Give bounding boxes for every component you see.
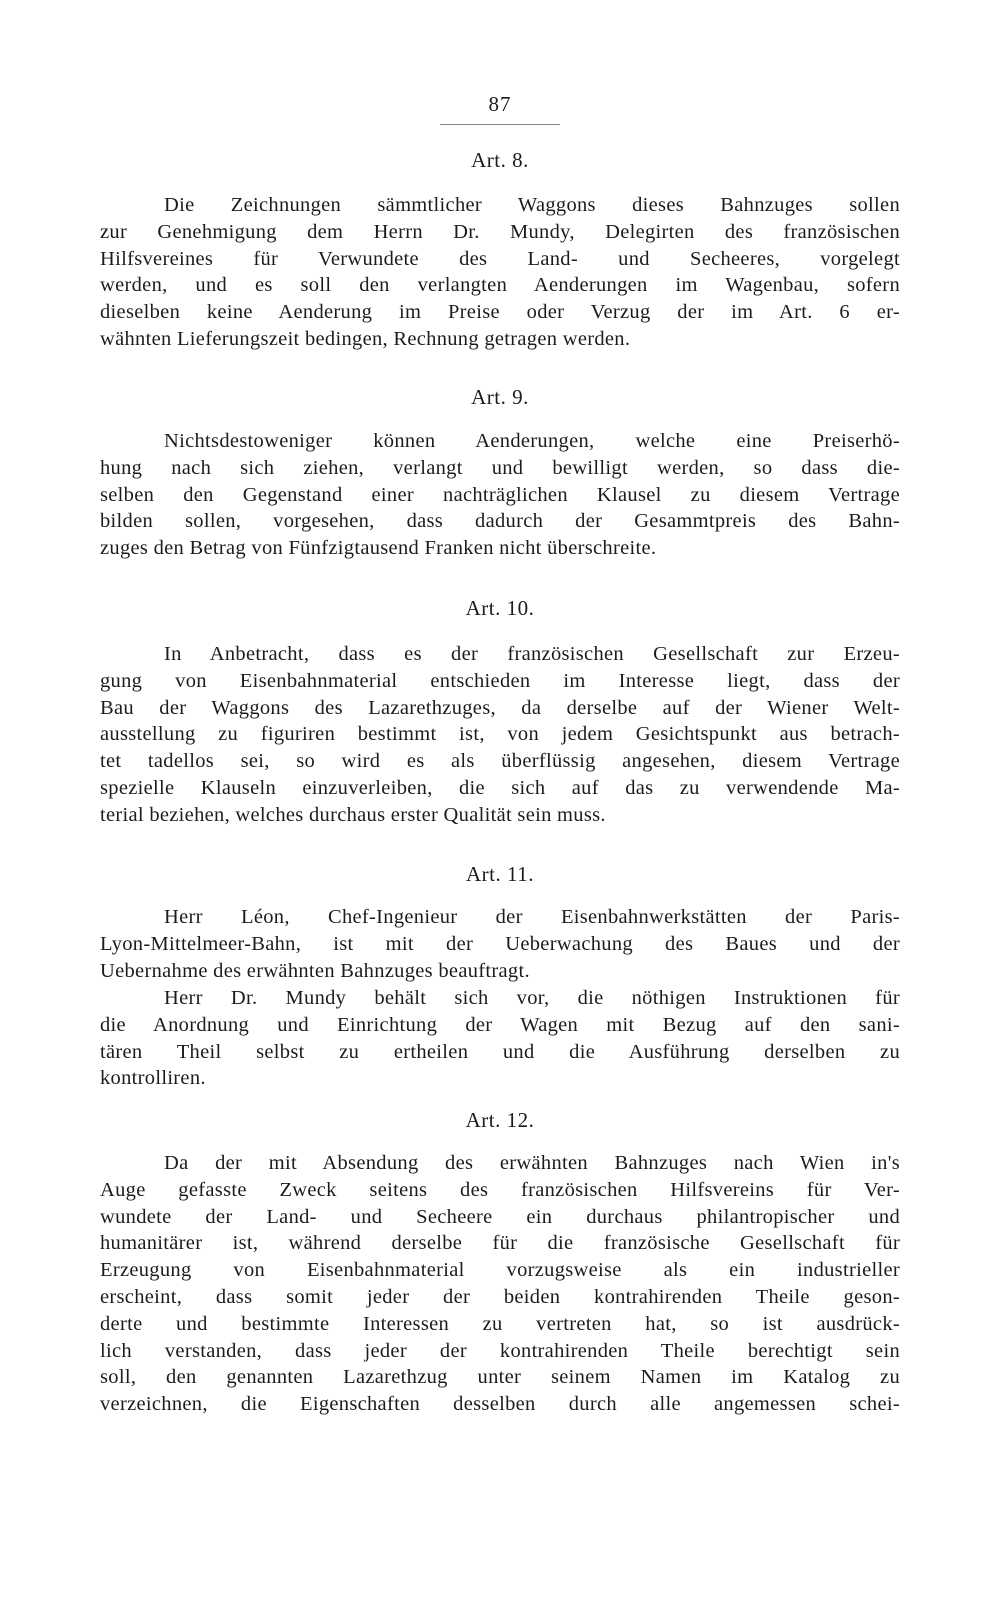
- text-line: erscheint, dass somit jeder der beiden kontrahirenden Theile geson-: [100, 1285, 900, 1308]
- article-heading: Art. 9.: [471, 385, 529, 409]
- text-line: Da der mit Absendung des erwähnten Bahnzuges nach Wien in's: [164, 1152, 900, 1174]
- text-line: verzeichnen, die Eigenschaften desselben durch alle angemessen schei-: [100, 1393, 900, 1416]
- article-paragraph: [100, 641, 900, 829]
- text-line: tet tadellos sei, so wird es als überflüssig angesehen, diesem Vertrage: [100, 750, 900, 773]
- text-line: Erzeugung von Eisenbahnmaterial vorzugsweise als ein industrieller: [100, 1259, 900, 1282]
- article-paragraph: [100, 192, 900, 353]
- text-line: Herr Léon, Chef-Ingenieur der Eisenbahnwerkstätten der Paris-: [164, 906, 900, 928]
- text-line: selben den Gegenstand einer nachträglichen Klausel zu diesem Vertrage: [100, 483, 900, 506]
- text-line: Die Zeichnungen sämmtlicher Waggons dieses Bahnzuges sollen: [164, 194, 900, 216]
- text-line: kontrolliren.: [100, 1067, 206, 1090]
- text-line: terial beziehen, welches durchaus erster Qualität sein muss.: [100, 803, 606, 826]
- text-line: zur Genehmigung dem Herrn Dr. Mundy, Delegirten des französischen: [100, 220, 900, 243]
- text-line: dieselben keine Aenderung im Preise oder Verzug der im Art. 6 er-: [100, 301, 900, 324]
- article-heading: Art. 10.: [465, 596, 535, 620]
- text-line: wundete der Land- und Secheere ein durchaus philantropischer und: [100, 1205, 900, 1228]
- text-line: humanitärer ist, während derselbe für die französische Gesellschaft für: [100, 1232, 900, 1255]
- text-line: soll, den genannten Lazarethzug unter seinem Namen im Katalog zu: [100, 1366, 900, 1389]
- text-line: In Anbetracht, dass es der französischen Gesellschaft zur Erzeu-: [164, 643, 900, 665]
- article-paragraph: [100, 428, 900, 562]
- article-heading: Art. 11.: [466, 862, 534, 886]
- text-line: Bau der Waggons des Lazarethzuges, da derselbe auf der Wiener Welt-: [100, 696, 900, 719]
- text-line: ausstellung zu figuriren bestimmt ist, von jedem Gesichtspunkt aus betrach-: [100, 723, 900, 746]
- text-line: Nichtsdestoweniger können Aenderungen, welche eine Preiserhö-: [164, 430, 900, 452]
- text-line: derte und bestimmte Interessen zu vertreten hat, so ist ausdrück-: [100, 1312, 900, 1335]
- text-line: lich verstanden, dass jeder der kontrahirenden Theile berechtigt sein: [100, 1339, 900, 1362]
- page-number: 87: [488, 92, 512, 116]
- article-heading: Art. 12.: [465, 1108, 535, 1132]
- text-line: Hilfsvereines für Verwundete des Land- und Secheeres, vorgelegt: [100, 247, 900, 270]
- text-line: tären Theil selbst zu ertheilen und die Ausführung derselben zu: [100, 1040, 900, 1063]
- text-line: spezielle Klauseln einzuverleiben, die sich auf das zu verwendende Ma-: [100, 776, 900, 799]
- text-line: zuges den Betrag von Fünfzigtausend Franken nicht überschreite.: [100, 537, 657, 560]
- article-heading: Art. 8.: [471, 148, 529, 172]
- page-number-rule: [440, 124, 560, 125]
- text-line: bilden sollen, vorgesehen, dass dadurch der Gesammtpreis des Bahn-: [100, 510, 900, 533]
- text-line: gung von Eisenbahnmaterial entschieden im Interesse liegt, dass der: [100, 669, 900, 692]
- article-paragraph: [100, 985, 900, 1092]
- text-line: Lyon-Mittelmeer-Bahn, ist mit der Ueberwachung des Baues und der: [100, 932, 900, 955]
- text-line: wähnten Lieferungszeit bedingen, Rechnung getragen werden.: [100, 327, 631, 350]
- text-line: die Anordnung und Einrichtung der Wagen mit Bezug auf den sani-: [100, 1013, 900, 1036]
- article-paragraph: [100, 1150, 900, 1418]
- text-line: hung nach sich ziehen, verlangt und bewilligt werden, so dass die-: [100, 456, 900, 479]
- text-line: Uebernahme des erwähnten Bahnzuges beauftragt.: [100, 959, 530, 982]
- text-line: Auge gefasste Zweck seitens des französischen Hilfsvereins für Ver-: [100, 1178, 900, 1201]
- text-line: Herr Dr. Mundy behält sich vor, die nöthigen Instruktionen für: [164, 987, 900, 1009]
- article-paragraph: [100, 904, 900, 984]
- text-line: werden, und es soll den verlangten Aenderungen im Wagenbau, sofern: [100, 274, 900, 297]
